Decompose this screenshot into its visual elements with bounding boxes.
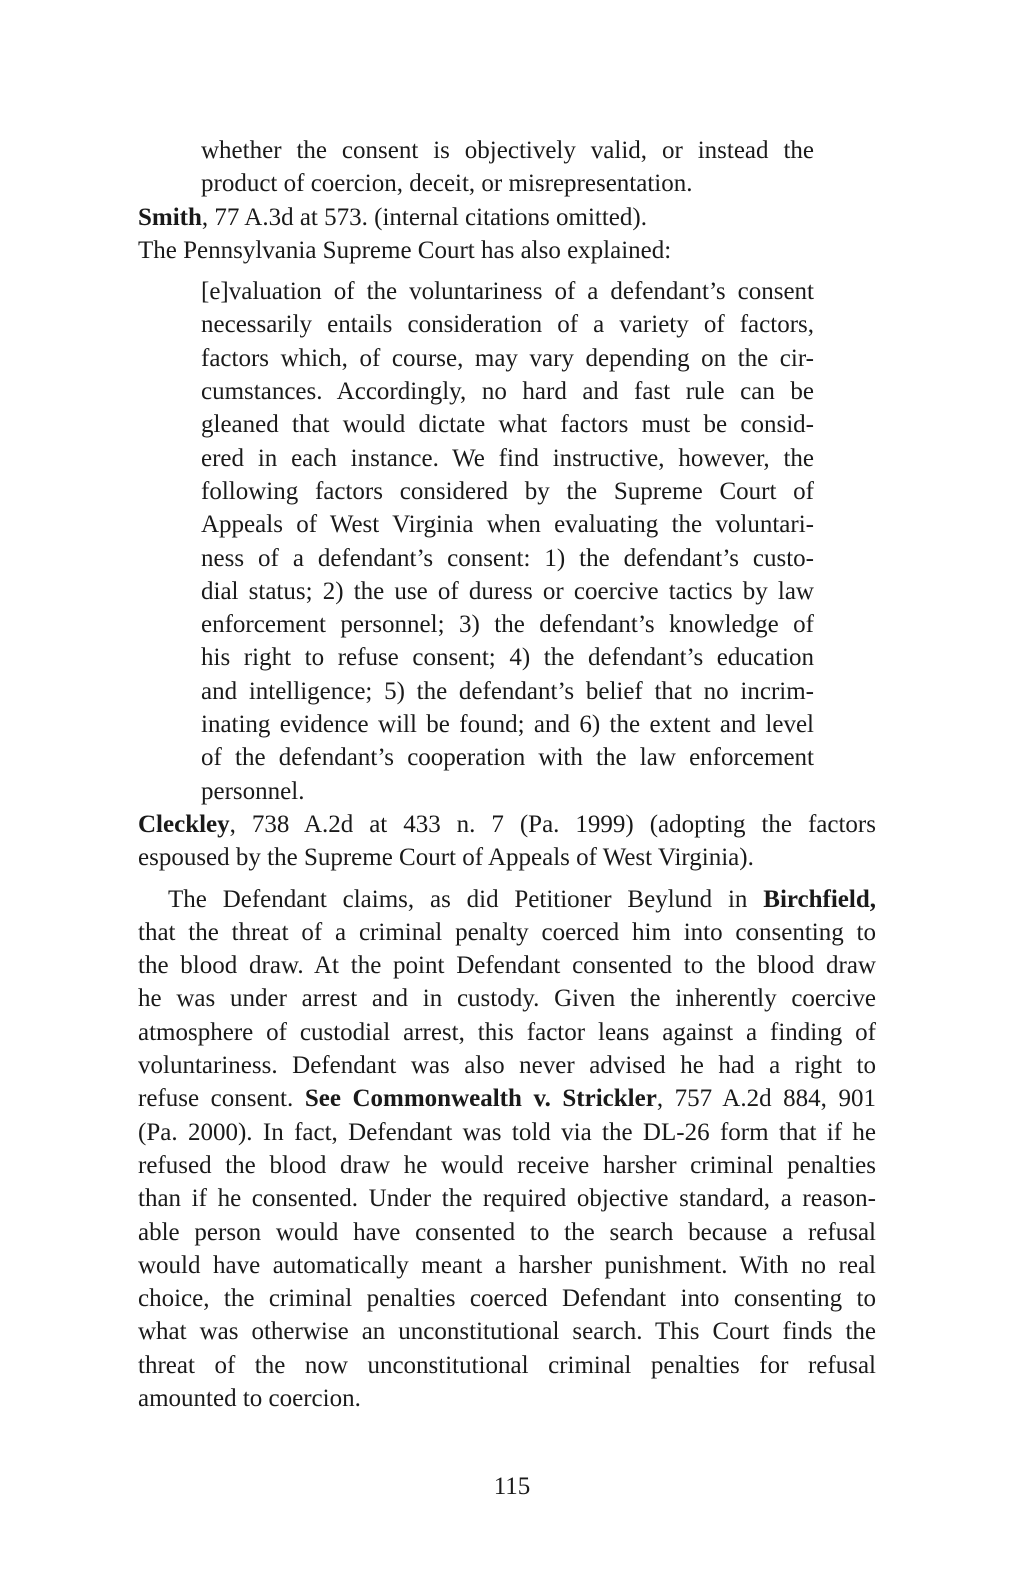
quote-line: of the defendant’s cooperation with the law enforcement xyxy=(201,744,814,772)
paragraph-line xyxy=(138,1082,876,1115)
paragraph-line: able person would have consented to the search because a refusal xyxy=(138,1218,876,1246)
body-paragraph xyxy=(138,883,876,1416)
paragraph-line: choice, the criminal penalties coerced Defendant into consenting to xyxy=(138,1285,876,1313)
paragraph-line: that the threat of a criminal penalty coerced him into consenting to xyxy=(138,918,876,946)
quote-line: cumstances. Accordingly, no hard and fast rule can be xyxy=(201,378,814,406)
quote-line: following factors considered by the Supreme Court of xyxy=(201,477,814,505)
quote-line: personnel. xyxy=(201,777,305,805)
paragraph-line: the blood draw. At the point Defendant consented to the blood draw xyxy=(138,952,876,980)
quote-line: his right to refuse consent; 4) the defendant’s education xyxy=(201,644,814,672)
quote-line: product of coercion, deceit, or misrepresentation. xyxy=(201,170,693,198)
paragraph-line: refused the blood draw he would receive harsher criminal penalties xyxy=(138,1151,876,1179)
quote-line: dial status; 2) the use of duress or coercive tactics by law xyxy=(201,577,814,605)
block-quote-smith xyxy=(201,134,814,201)
paragraph-text: The Defendant claims, as did Petitioner Beylund in xyxy=(168,885,764,913)
paragraph-line: would have automatically meant a harsher punishment. With no real xyxy=(138,1251,876,1279)
citation-text: , 77 A.3d at 573. (internal citations omitted). xyxy=(201,203,647,231)
quote-line: ered in each instance. We find instructive, however, the xyxy=(201,444,814,472)
paragraph-line: atmosphere of custodial arrest, this factor leans against a finding of xyxy=(138,1018,876,1046)
quote-line: and intelligence; 5) the defendant’s belief that no incrim- xyxy=(201,677,814,705)
citation-text: , 738 A.2d at 433 n. 7 (Pa. 1999) (adopting the factors xyxy=(229,810,876,838)
paragraph-line: threat of the now unconstitutional criminal penalties for refusal xyxy=(138,1351,876,1379)
case-name-cleckley: Cleckley xyxy=(138,810,230,838)
citation-line xyxy=(138,808,876,841)
quote-line: gleaned that would dictate what factors must be consid- xyxy=(201,411,814,439)
page-number: 115 xyxy=(493,1473,531,1500)
citation-cleckley xyxy=(138,808,876,875)
paragraph-line: (Pa. 2000). In fact, Defendant was told via the DL-26 form that if he xyxy=(138,1118,876,1146)
paragraph-line xyxy=(138,883,876,916)
citation-line: espoused by the Supreme Court of Appeals of West Virginia). xyxy=(138,844,754,872)
quote-line: ness of a defendant’s consent: 1) the defendant’s custo- xyxy=(201,544,814,572)
paragraph-line: he was under arrest and in custody. Given the inherently coercive xyxy=(138,985,876,1013)
paragraph-text: refuse consent. xyxy=(138,1085,305,1113)
quote-line: factors which, of course, may vary depending on the cir- xyxy=(201,344,814,372)
paragraph-line: than if he consented. Under the required objective standard, a reason- xyxy=(138,1185,876,1213)
citation-smith xyxy=(138,201,876,234)
quote-line: necessarily entails consideration of a variety of factors, xyxy=(201,311,814,339)
page-body xyxy=(138,134,876,1415)
quote-line: Appeals of West Virginia when evaluating the voluntari- xyxy=(201,511,814,539)
case-name-birchfield: Birchfield, xyxy=(763,885,876,913)
case-name-smith: Smith xyxy=(138,203,202,231)
quote-line: inating evidence will be found; and 6) the extent and level xyxy=(201,711,814,739)
quote-line: whether the consent is objectively valid, or instead the xyxy=(201,137,814,164)
paragraph-line: what was otherwise an unconstitutional search. This Court finds the xyxy=(138,1318,876,1346)
paragraph-line: amounted to coercion. xyxy=(138,1384,361,1412)
case-name-strickler: See Commonwealth v. Strickler xyxy=(304,1085,657,1113)
paragraph-line: voluntariness. Defendant was also never advised he had a right to xyxy=(138,1052,876,1080)
block-quote-cleckley xyxy=(201,275,814,808)
quote-line: [e]valuation of the voluntariness of a defendant’s consent xyxy=(201,278,814,306)
paragraph-text: , 757 A.2d 884, 901 xyxy=(656,1085,876,1113)
quote-line: enforcement personnel; 3) the defendant’s knowledge of xyxy=(201,611,814,639)
intro-line: The Pennsylvania Supreme Court has also explained: xyxy=(138,236,672,264)
